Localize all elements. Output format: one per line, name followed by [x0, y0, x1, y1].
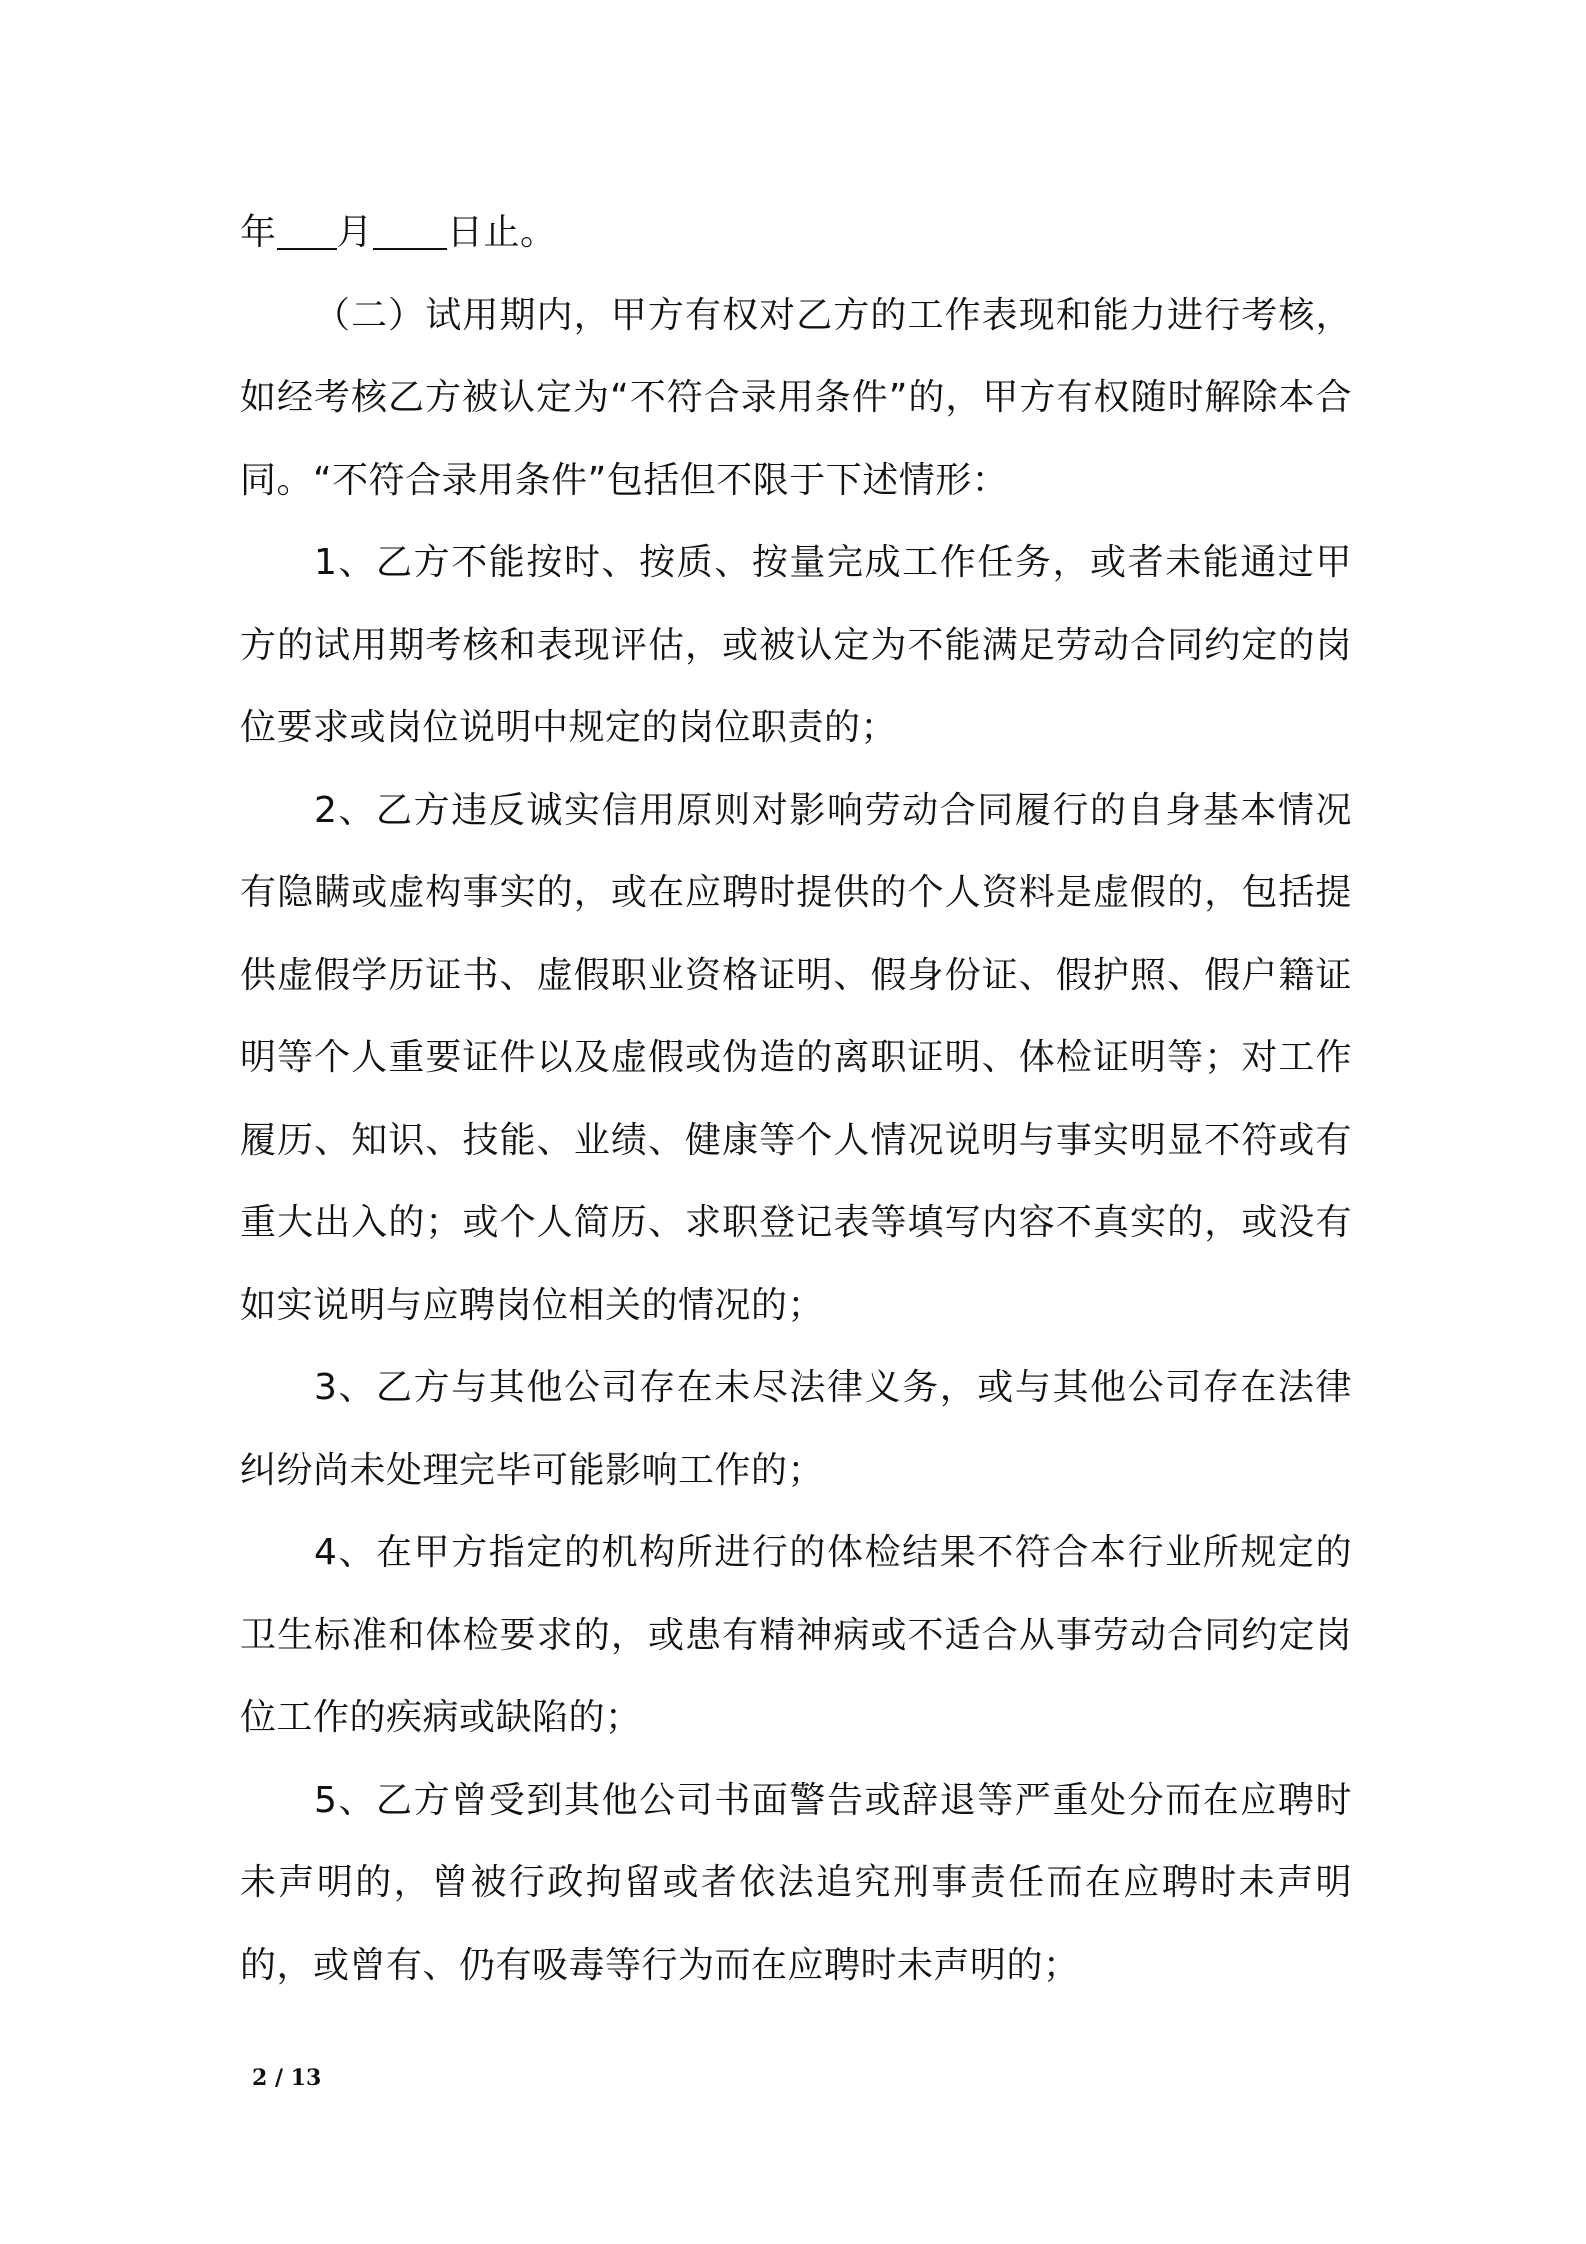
body-text — [240, 192, 1352, 2007]
page-number: 2 / 13 — [252, 2065, 322, 2091]
paragraph-item-1: 1、乙方不能按时、按质、按量完成工作任务，或者未能通过甲方的试用期考核和表现评估，或被认定为不能满足劳动合同约定的岗位要求或岗位说明中规定的岗位职责的； — [240, 542, 1352, 748]
paragraph-item-4: 4、在甲方指定的机构所进行的体检结果不符合本行业所规定的卫生标准和体检要求的，或患有精神病或不适合从事劳动合同约定岗位工作的疾病或缺陷的； — [240, 1532, 1352, 1738]
day-suffix: 日止。 — [447, 212, 557, 253]
day-blank — [373, 212, 447, 250]
month-blank — [277, 212, 337, 250]
paragraph-probation-assessment: （二）试用期内，甲方有权对乙方的工作表现和能力进行考核，如经考核乙方被认定为“不符合录用条件”的，甲方有权随时解除本合同。“不符合录用条件”包括但不限于下述情形： — [240, 294, 1352, 501]
date-line — [240, 192, 1352, 275]
paragraph-item-2: 2、乙方违反诚实信用原则对影响劳动合同履行的自身基本情况有隐瞒或虚构事实的，或在应聘时提供的个人资料是虚假的，包括提供虚假学历证书、虚假职业资格证明、假身份证、假护照、假户籍证明等个人重要证件以及虚假或伪造的离职证明、体检证明等；对工作履历、知识、技能、业绩、健康等个人情况说明与事实明显不符或有重大出入的；或个人简历、求职登记表等填写内容不真实的，或没有如实说明与应聘岗位相关的情况的； — [240, 789, 1352, 1326]
month-label: 月 — [336, 212, 374, 253]
year-label: 年 — [240, 212, 277, 253]
paragraph-item-5: 5、乙方曾受到其他公司书面警告或辞退等严重处分而在应聘时未声明的，曾被行政拘留或者依法追究刑事责任而在应聘时未声明的，或曾有、仍有吸毒等行为而在应聘时未声明的； — [240, 1779, 1352, 1986]
paragraph-item-3: 3、乙方与其他公司存在未尽法律义务，或与其他公司存在法律纠纷尚未处理完毕可能影响工作的； — [240, 1367, 1352, 1491]
